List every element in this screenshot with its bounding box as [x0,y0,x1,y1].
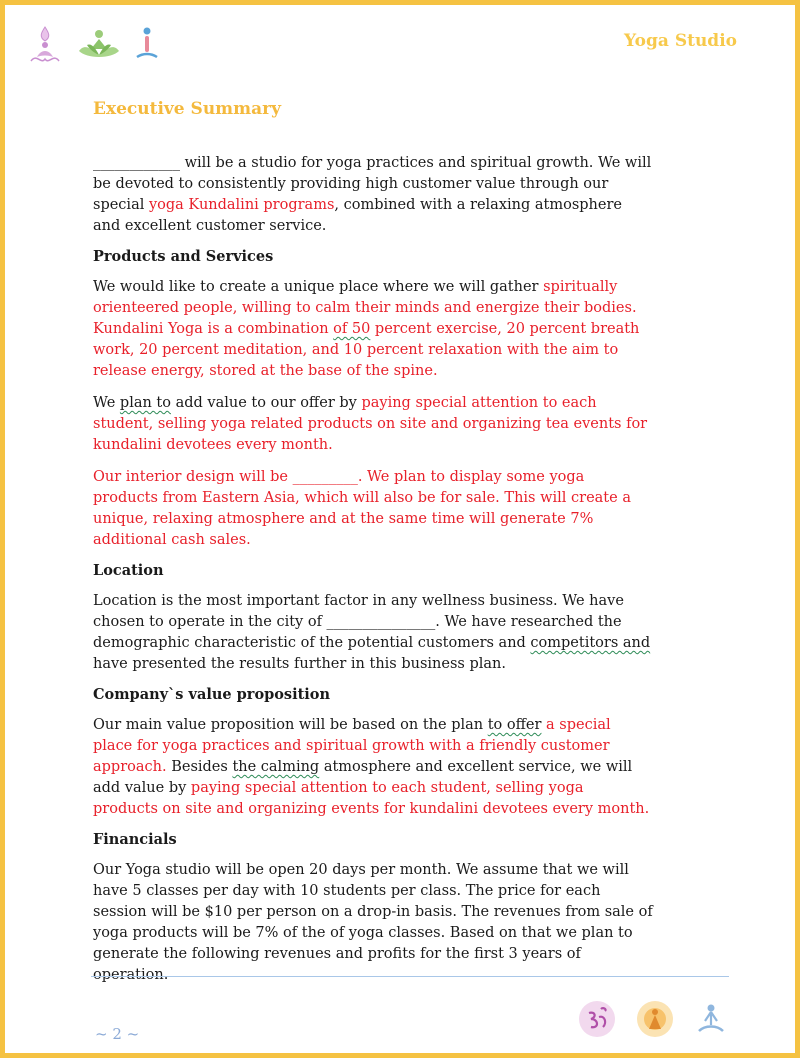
products-p1-red-b: percent exercise, 20 percent breath work, 20 percent meditation, and 10 percent relaxation with the aim to release energy, stored at the base of the spine. [93,321,640,379]
brand-name: Yoga Studio [624,31,737,51]
location-paragraph [93,591,653,675]
sun-figure-icon [635,999,675,1039]
page-title: Executive Summary [93,99,282,119]
location-heading: Location [93,562,164,579]
products-p2-red: paying special attention to each student, selling yoga related products on site and organizing tea events for kundalini devotees every month. [93,395,648,453]
intro-text-2: , combined with a relaxing atmosphere and excellent customer service. [93,197,622,234]
location-text-1: Location is the most important factor in any wellness business. We have chosen to operate in the city of _______________. We have researched the demographic characteristic of the potential customers and [93,593,624,651]
company-name-blank: ____________ [93,155,180,171]
meditating-figure-icon [27,23,63,67]
products-paragraph-1 [93,277,653,382]
financials-heading: Financials [93,831,177,848]
products-p1-red-squiggle: of 50 [333,321,371,337]
value-squiggle-1: to offer [487,717,542,733]
products-p2-squiggle: plan to [119,395,171,411]
lotus-figure-icon [77,25,121,65]
products-p1-text: We would like to create a unique place where we will gather [93,279,544,295]
value-text-1: Our main value proposition will be based on the plan [93,717,488,733]
intro-paragraph [93,153,653,237]
products-p2-text-2: add value to our offer by [171,395,362,411]
products-paragraph-2 [93,393,653,456]
om-symbol-icon [577,999,617,1039]
products-p2-text-1: We [93,395,120,411]
intro-red-text: yoga Kundalini programs [148,197,335,213]
seated-yogi-icon [693,999,729,1039]
intro-text-1: will be a studio for yoga practices and spiritual growth. We will be devoted to consistently providing high customer value through our special [93,155,652,213]
products-paragraph-3: Our interior design will be _________. We plan to display some yoga products from Eastern Asia, which will also be for sale. This will create a unique, relaxing atmosphere and at the same time will generate 7% additional cash sales. [93,469,631,548]
financials-paragraph: Our Yoga studio will be open 20 days per month. We assume that we will have 5 classes per day with 10 students per class. The price for each session will be $10 per person on a drop-in basis. The revenues from sale of yoga products will be 7% of the of yoga classes. Based on that we plan to generate the following revenues and profits for the first 3 years of operation. [93,862,653,983]
location-text-2: have presented the results further in this business plan. [93,656,506,672]
value-red-2: paying special attention to each student, selling yoga products on site and organizing events for kundalini devotees every month. [93,780,650,817]
value-proposition-heading: Company`s value proposition [93,686,331,703]
value-proposition-paragraph [93,715,653,820]
value-red-1: a special place for yoga practices and spiritual growth with a friendly customer approach. [93,717,611,775]
footer-divider [91,976,729,977]
value-text-2: Besides [166,759,233,775]
value-text-3: atmosphere and excellent service, we will add value by [93,759,633,796]
location-squiggle: competitors and [530,635,651,651]
yoga-pose-icon [135,25,159,65]
products-p1-red-a: spiritually orienteered people, willing to calm their minds and energize their bodies. Kundalini Yoga is a combination [93,279,637,337]
footer-icons [577,999,729,1039]
page-number: ~ 2 ~ [95,1025,140,1043]
header-icons [27,23,159,67]
document-body [93,99,653,997]
value-squiggle-2: the calming [232,759,320,775]
products-heading: Products and Services [93,248,274,265]
